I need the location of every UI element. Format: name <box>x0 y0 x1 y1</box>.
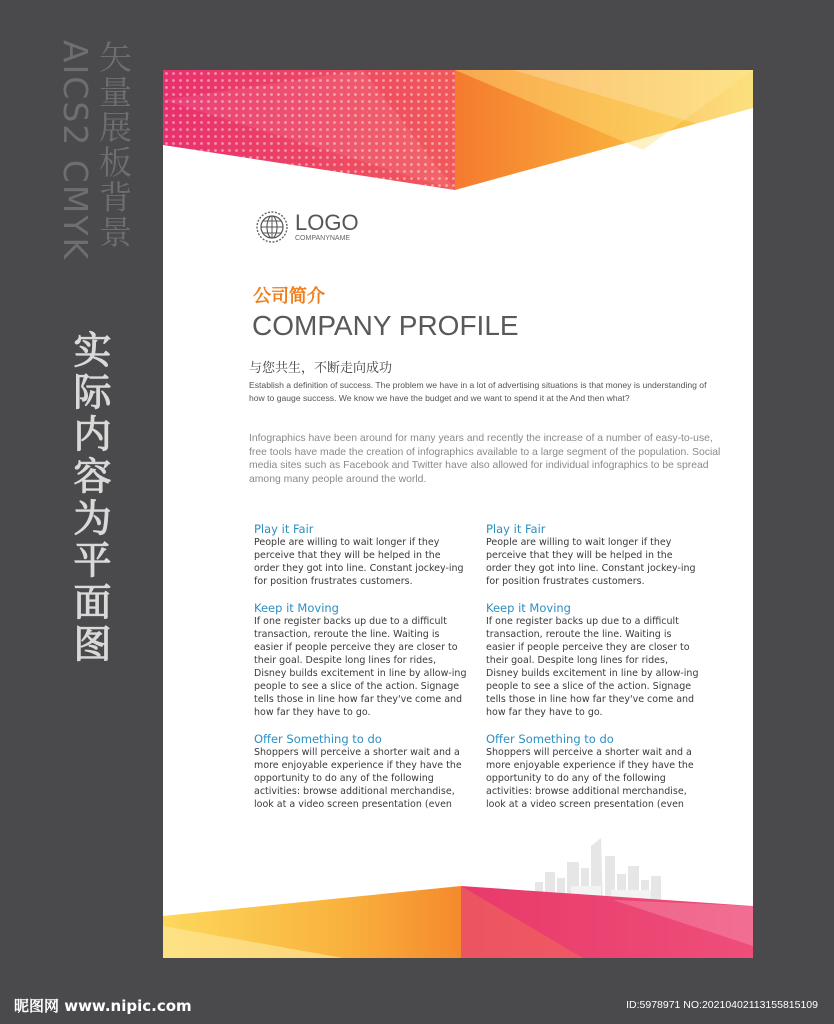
logo-word: LOGO <box>295 209 359 235</box>
logo-text <box>295 209 359 243</box>
section <box>486 522 700 588</box>
section-title: Keep it Moving <box>254 601 339 615</box>
side-caption-top <box>56 40 132 261</box>
content-column-right <box>486 522 700 824</box>
content-column-left <box>254 522 468 824</box>
slogan: 与您共生，不断走向成功 <box>249 361 393 376</box>
section-title: Offer Something to do <box>254 732 382 746</box>
top-decor-band <box>163 70 753 192</box>
section <box>254 601 468 719</box>
side-caption-cn: 矢量展板背景 <box>94 40 133 250</box>
watermark-id: ID:5978971 NO:20210402113155815109 <box>626 999 818 1011</box>
intro-paragraph-2: Infographics have been around for many years and recently the increase of a number of easy-to-use, free tools have made the creation of infographics available to a large segment of the population. Social media sites such as Facebook and Twitter have also allowed for individual infographics to be spread among many people around the world. <box>249 433 721 485</box>
section-title: Play it Fair <box>486 522 546 536</box>
side-caption-en: AICS2 CMYK <box>56 40 95 262</box>
section-body: People are willing to wait longer if they perceive that they will be helped in the order they got into line. Constant jockey-ing for position frustrates customers. <box>486 537 696 587</box>
section-title: Play it Fair <box>254 522 314 536</box>
globe-icon <box>255 210 289 244</box>
logo-company-name: COMPANYNAME <box>295 234 351 242</box>
logo <box>255 210 359 244</box>
side-caption-main: 实际内容为平面图 <box>67 330 111 666</box>
section-body: People are willing to wait longer if they perceive that they will be helped in the order they got into line. Constant jockey-ing for position frustrates customers. <box>254 537 464 587</box>
section <box>486 601 700 719</box>
section <box>254 522 468 588</box>
intro-paragraph-1: Establish a definition of success. The problem we have in a lot of advertising situations is that money is understanding of how to gauge success. We know we have the budget and we want to spend it at the And then what? <box>249 380 707 403</box>
bottom-decor-band <box>163 886 753 958</box>
section-body: If one register backs up due to a difficult transaction, reroute the line. Waiting is easier if people perceive they are closer to their goal. Despite long lines for rides, Disney builds excitement in line by allow-ing people to see a slice of the action. Signage tells those in line how far they've come and how far they have to go. <box>486 616 699 718</box>
watermark-nipic: 昵图网 www.nipic.com <box>14 997 192 1015</box>
poster <box>163 70 753 958</box>
section-title: Keep it Moving <box>486 601 571 615</box>
section-title: Offer Something to do <box>486 732 614 746</box>
section-body: If one register backs up due to a difficult transaction, reroute the line. Waiting is easier if people perceive they are closer to their goal. Despite long lines for rides, Disney builds excitement in line by allow-ing people to see a slice of the action. Signage tells those in line how far they've come and how far they have to go. <box>254 616 467 718</box>
section-body: Shoppers will perceive a shorter wait and a more enjoyable experience if they have the opportunity to do any of the following activities: browse additional merchandise, look at a video screen presentation (even <box>486 747 694 810</box>
title-en: COMPANY PROFILE <box>252 310 519 341</box>
section-body: Shoppers will perceive a shorter wait and a more enjoyable experience if they have the opportunity to do any of the following activities: browse additional merchandise, look at a video screen presentation (even <box>254 747 462 810</box>
section <box>254 732 468 811</box>
title-cn: 公司简介 <box>253 286 325 307</box>
section <box>486 732 700 811</box>
